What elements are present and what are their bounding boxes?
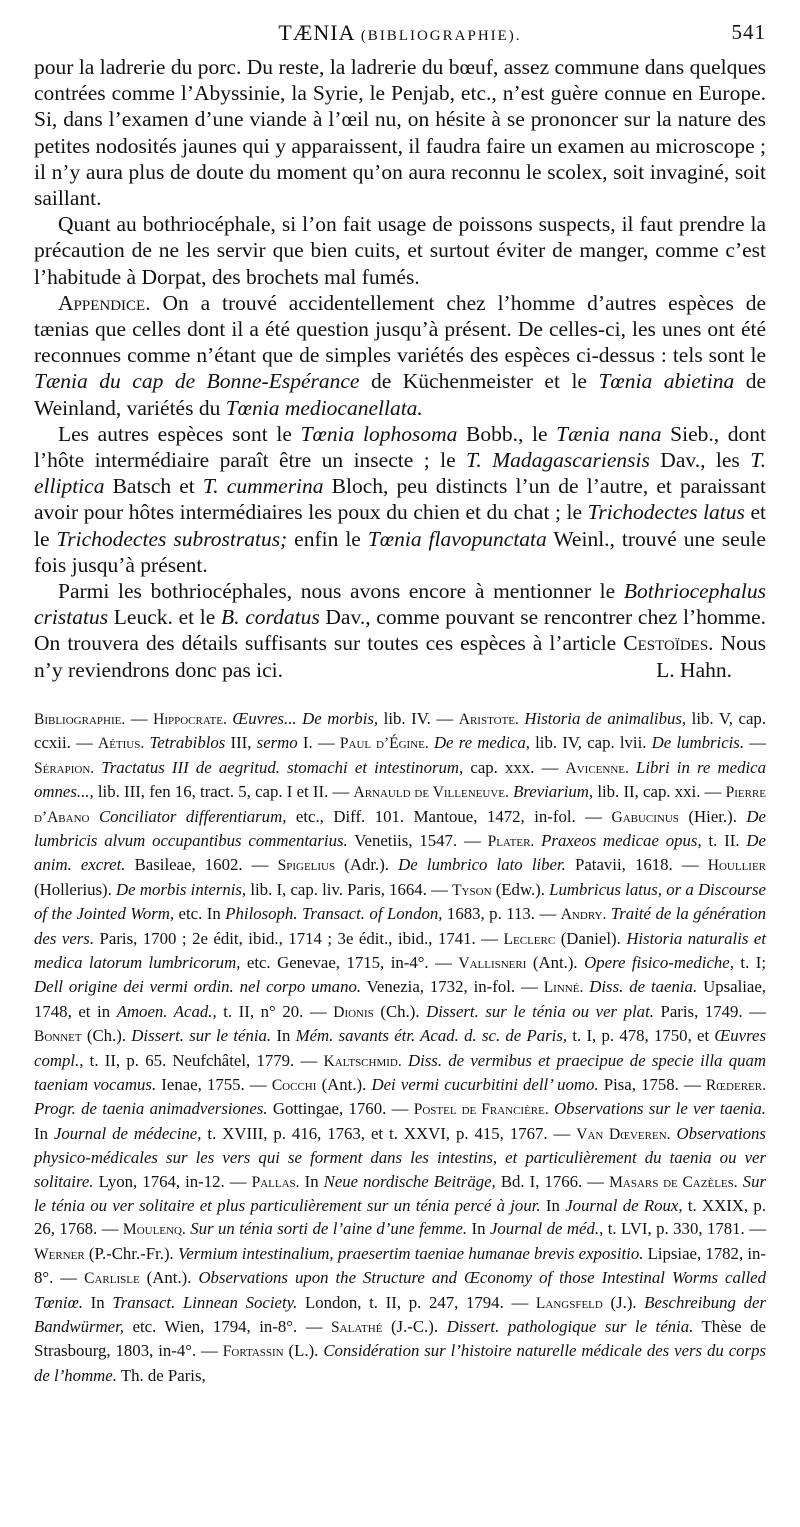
text-run: t. LVI, p. 330, 1781. — — [603, 1219, 766, 1239]
article-reference: Cestoïdes. — [623, 631, 714, 656]
species-name: Trichodectes latus — [587, 500, 745, 525]
species-name: T. Madagascariensis — [466, 448, 650, 473]
text-run: t. II, n° 20. — — [216, 1001, 334, 1021]
page-number: 541 — [731, 20, 766, 44]
text-run: Pisa, 1758. — — [598, 1074, 706, 1094]
text-run: Leuck. et le — [108, 605, 222, 630]
text-run: (P.-Chr.-Fr.). — [84, 1243, 178, 1263]
work-title: Tractatus III de aegritud. stomachi et intestinorum, — [94, 757, 464, 777]
work-title: Œuvres... De morbis, — [226, 708, 379, 728]
species-name: Tœnia abietina — [598, 369, 735, 394]
work-title: Journal de méd., — [489, 1219, 604, 1239]
text-run: (J.). — [602, 1292, 645, 1312]
work-title: Œuvres compl., — [34, 1026, 766, 1070]
work-title: Tetrabiblos — [144, 733, 226, 753]
text-run: 1683, p. 113. — — [442, 904, 561, 924]
text-run: (Ant.). — [526, 952, 585, 972]
text-run: Upsaliae, 1748, et in — [34, 977, 766, 1021]
author-name: Linné. — [543, 979, 584, 997]
work-title: Vermium intestinalium, praesertim taeniae humanae brevis expositio. — [177, 1243, 644, 1263]
author-name: Rœderer. — [705, 1076, 766, 1094]
work-title: Dell origine dei vermi ordin. nel corpo umano. — [34, 977, 362, 997]
work-title: Sur un ténia sorti de l’aine d’une femme. — [185, 1219, 468, 1239]
species-name: Tœnia mediocanellata. — [225, 395, 423, 420]
text-run: Bloch, peu distincts l’un de l’autre, et paraissant avoir pour hôtes intermédiaires les poux du chien et du chat ; le — [34, 474, 766, 525]
text-run: Nous n’y reviendrons donc pas ici. — [34, 631, 766, 682]
author-name: Houllier — [707, 857, 767, 875]
running-head — [34, 14, 766, 54]
work-title: Dei vermi cucurbitini dell’ uomo. — [371, 1074, 599, 1094]
work-title: Journal de Roux, — [565, 1196, 683, 1215]
work-title: Dissert. pathologique sur le ténia. — [446, 1317, 694, 1337]
text-run: de Weinland, variétés du — [34, 369, 767, 420]
text-run: Sieb., dont l’hôte intermédiaire paraît être un insecte ; le — [34, 421, 767, 473]
text-run: Dav., comme pouvant se rencontrer chez l’homme. On trouvera des détails suffisants sur toutes ces espèces à l’article — [34, 605, 766, 656]
work-title: Progr. de taenia animadversiones. — [34, 1099, 268, 1119]
text-run: etc. In — [174, 904, 226, 924]
author-name: Dionis — [333, 1003, 374, 1021]
text-run: Bobb., le — [457, 421, 557, 446]
text-run: (L.). — [283, 1341, 324, 1361]
paragraph-5 — [34, 578, 766, 683]
text-run: (J.-C.). — [382, 1317, 447, 1337]
work-title: De anim. excret. — [34, 830, 766, 875]
author-name: Spigelius — [277, 857, 336, 875]
text-run: Gottingae, 1760. — — [267, 1099, 414, 1119]
text-run: lib. I, cap. liv. Paris, 1664. — — [246, 879, 453, 899]
work-title: De morbis internis, — [116, 879, 247, 899]
text-run: (Hollerius). — [34, 879, 117, 899]
text-run: Batsch et — [104, 474, 203, 499]
text-run: Paris, 1749. — — [653, 1001, 766, 1021]
author-name: Aristote. — [458, 710, 519, 728]
running-title-sub: (BIBLIOGRAPHIE). — [360, 28, 522, 44]
author-name: Avicenne. — [565, 759, 629, 777]
species-name: B. cordatus — [221, 605, 320, 630]
species-name: Tœnia flavopunctata — [367, 526, 547, 551]
text-run: Venezia, 1732, in-fol. — — [361, 977, 544, 997]
work-title: Philosoph. Transact. of London, — [225, 904, 443, 924]
work-title: Lumbricus latus, or a Discourse of the Jointed Worm, — [34, 879, 766, 924]
text-run: In — [34, 1123, 54, 1143]
text-run: — — [125, 708, 154, 728]
author-name: Carlisle — [84, 1270, 140, 1288]
text-run: lib. V, cap. ccxii. — — [34, 708, 767, 753]
work-title: Diss. de vermibus et praecipue de specie illa quam taeniam vocamus. — [34, 1050, 766, 1094]
work-title: Praxeos medicae opus, — [534, 830, 702, 850]
text-run: London, t. II, p. 247, 1794. — — [297, 1292, 536, 1312]
work-title: Diss. de taenia. — [583, 977, 698, 997]
text-run: etc. Wien, 1794, in-8°. — — [123, 1317, 332, 1337]
work-title: Dissert. sur le ténia ou ver plat. — [426, 1001, 654, 1021]
text-run: In — [271, 1026, 296, 1046]
text-run: (Ant.). — [316, 1074, 372, 1094]
species-name: Trichodectes subrostratus; — [56, 526, 288, 551]
text-run: III, — [225, 733, 257, 753]
text-run: etc. Genevae, 1715, in-4°. — — [240, 952, 459, 972]
text-run: Th. de Paris, — [116, 1365, 206, 1385]
author-name: Salathé — [331, 1319, 383, 1337]
author-name: Aétius. — [98, 735, 145, 753]
text-run: Parmi les bothriocéphales, nous avons encore à mentionner le — [58, 579, 624, 604]
author-name: Sérapion. — [34, 759, 95, 777]
paragraph-1: pour la ladrerie du porc. Du reste, la ladrerie du bœuf, assez commune dans quelques contrées comme l’Abyssinie, la Syrie, le Penjab, etc., n’est guère connue en Europe. Si, dans l’examen d’une viande à l’œil nu, on hésite à se prononcer sur la nature des petites nodosités jaunes qui y apparaissent, il faudra faire un examen au microscope ; il n’y aura plus de doute du moment qu’on aura reconnu le scolex, soit invaginé, soit saillant. — [34, 55, 766, 211]
bibliography-heading: Bibliographie. — [34, 710, 126, 728]
text-run: In — [467, 1219, 490, 1239]
text-run: In — [540, 1196, 566, 1215]
work-title: Journal de médecine, — [53, 1123, 202, 1143]
text-run: lib. IV. — — [378, 708, 459, 728]
author-name: Pierre d’Abano — [34, 784, 767, 826]
text-run: Weinl., trouvé une seule fois jusqu’à présent. — [34, 526, 766, 577]
species-name: Bothriocephalus cristatus — [34, 579, 766, 630]
text-run: (Ch.). — [373, 1001, 427, 1021]
work-title: Libri in re medica omnes..., — [34, 757, 767, 802]
author-name: Bonnet — [34, 1028, 82, 1046]
text-run: Lyon, 1764, in-12. — — [93, 1171, 252, 1191]
text-run: Ienae, 1755. — — [156, 1074, 272, 1094]
species-name: Tœnia lophosoma — [300, 421, 458, 446]
work-title: Breviarium, — [508, 782, 594, 802]
page — [34, 14, 766, 1387]
text-run: — — [744, 733, 767, 753]
text-run: cap. xxx. — — [463, 757, 566, 777]
text-run: etc., Diff. 101. Mantoue, 1472, in-fol. — — [286, 806, 612, 826]
author-name: Moulenq. — [122, 1221, 186, 1239]
text-run: Bd. I, 1766. — — [495, 1171, 610, 1191]
text-run: enfin le — [287, 526, 368, 551]
work-title: De lumbricis. — [651, 733, 745, 753]
author-name: Vallisneri — [458, 954, 527, 972]
text-run: Les autres espèces sont le — [58, 421, 301, 446]
text-run: t. I, p. 478, 1750, et — [567, 1026, 715, 1046]
author-name: Arnauld de Villeneuve. — [353, 784, 509, 802]
text-run: On a trouvé accidentellement chez l’homme d’autres espèces de tænias que celles dont il a été question jusqu’à présent. De celles-ci, les unes ont été reconnues comme n’étant que de simples variétés des espèces ci-dessus : tels sont le — [34, 290, 766, 368]
text-run: (Edw.). — [491, 879, 550, 899]
author-name: Leclerc — [503, 930, 556, 948]
text-run: Paris, 1700 ; 2e édit, ibid., 1714 ; 3e édit., ibid., 1741. — — [94, 928, 504, 948]
text-run: Thèse de Strasbourg, 1803, in-4°. — — [34, 1317, 766, 1361]
work-title: Considération sur l’histoire naturelle médicale des vers du corps de l’homme. — [34, 1341, 766, 1385]
author-name: L. Hahn. — [656, 657, 732, 682]
text-run: (Adr.). — [335, 855, 399, 875]
running-title-main: TÆNIA — [278, 20, 355, 45]
work-title: Dissert. sur le ténia. — [131, 1026, 272, 1046]
work-title: Observations upon the Structure and Œconomy of those Intestinal Worms called Tœniœ. — [34, 1268, 767, 1312]
text-run: (Daniel). — [555, 928, 627, 948]
running-title — [34, 20, 766, 46]
author-name: Van Dœveren. — [576, 1125, 671, 1143]
work-title: De re medica, — [428, 733, 530, 753]
author-name: Masars de Cazèles. — [609, 1173, 738, 1191]
author-name: Plater. — [487, 832, 535, 850]
author-name: Andry. — [560, 906, 607, 924]
text-run: Dav., les — [649, 448, 751, 473]
text-run: Lipsiae, 1782, in-8°. — — [34, 1243, 766, 1288]
author-name: Tyson — [452, 881, 492, 899]
author-name: Postel de Francière. — [413, 1101, 549, 1119]
text-run: de Küchenmeister et le — [359, 369, 599, 394]
work-title: Sur le ténia ou ver solitaire et plus particulièrement sur un ténia percé à jour. — [34, 1171, 766, 1215]
work-title: De lumbrico lato liber. — [398, 855, 566, 875]
work-title: Historia de animalibus, — [518, 708, 687, 728]
text-run: Venetiis, 1547. — — [347, 830, 488, 850]
work-title: Neue nordische Beiträge, — [323, 1171, 496, 1191]
author-name: Kaltschmid. — [323, 1052, 402, 1070]
text-run: et le — [34, 500, 766, 551]
paragraph-4 — [34, 421, 766, 578]
text-run: Patavii, 1618. — — [565, 855, 708, 875]
work-title: Transact. Linnean Society. — [112, 1292, 298, 1312]
appendix-label: Appendice. — [58, 290, 151, 315]
text-run: t. XVIII, p. 416, 1763, et t. XXVI, p. 415, 1767. — — [201, 1123, 577, 1143]
work-title: sermo — [256, 733, 298, 753]
work-title: Beschreibung der Bandwürmer, — [34, 1292, 766, 1337]
work-title: Observations physico-médicales sur les vers qui se forment dans les intestins, et particulièrement du taenia ou ver solitaire. — [34, 1123, 766, 1191]
text-run: In — [82, 1292, 113, 1312]
text-run: t. I; — [733, 952, 767, 972]
species-name: Tænia du cap de Bonne-Espérance — [34, 369, 360, 394]
text-run: t. XXIX, p. 26, 1768. — — [34, 1196, 767, 1239]
text-run: lib. IV, cap. lvii. — [529, 733, 652, 753]
author-name: Paul d’Égine. — [339, 735, 429, 753]
work-title: De lumbricis alvum occupantibus commentarius. — [34, 806, 766, 850]
work-title: Traité de la génération des vers. — [34, 904, 766, 948]
species-name: T. elliptica — [34, 448, 766, 499]
text-run: (Ant.). — [139, 1268, 199, 1288]
text-run: I. — — [297, 733, 340, 753]
author-name: Gabucinus — [611, 808, 679, 826]
work-title: Mém. savants étr. Acad. d. sc. de Paris, — [295, 1026, 568, 1046]
author-name: Fortassin — [222, 1343, 284, 1361]
author-name: Langsfeld — [535, 1294, 603, 1312]
body-text — [34, 54, 766, 683]
text-run: lib. III, fen 16, tract. 5, cap. I et II. — — [93, 782, 354, 802]
work-title: Historia naturalis et medica latorum lumbricorum, — [34, 928, 767, 972]
author-name: Werner — [34, 1245, 85, 1263]
text-run: Basileae, 1602. — — [125, 855, 278, 875]
author-name: Cocchi — [271, 1076, 317, 1094]
author-name: Pallas. — [251, 1173, 300, 1191]
text-run: (Hier.). — [678, 806, 747, 826]
species-name: T. cummerina — [202, 474, 324, 499]
work-title: Opere fisico-mediche, — [584, 952, 734, 972]
bibliography — [34, 707, 766, 1387]
paragraph-3 — [34, 290, 766, 421]
paragraph-2: Quant au bothriocéphale, si l’on fait usage de poissons suspects, il faut prendre la précaution de ne les servir que bien cuits, et surtout éviter de manger, comme c’est l’habitude à Dorpat, des brochets mal fumés. — [34, 212, 766, 289]
work-title: Observations sur le ver taenia. — [548, 1099, 766, 1119]
work-title: Conciliator differentiarum, — [89, 806, 287, 826]
text-run: In — [299, 1171, 324, 1191]
text-run: t. II, p. 65. Neufchâtel, 1779. — — [83, 1050, 324, 1070]
text-run: lib. II, cap. xxi. — — [593, 782, 726, 802]
species-name: Tænia nana — [556, 421, 662, 446]
author-signature — [632, 657, 732, 683]
work-title: Amoen. Acad., — [116, 1001, 217, 1021]
author-name: Hippocrate. — [153, 710, 227, 728]
bibliography-text — [34, 707, 766, 1387]
text-run: (Ch.). — [81, 1026, 132, 1046]
text-run: t. II. — [701, 830, 747, 850]
